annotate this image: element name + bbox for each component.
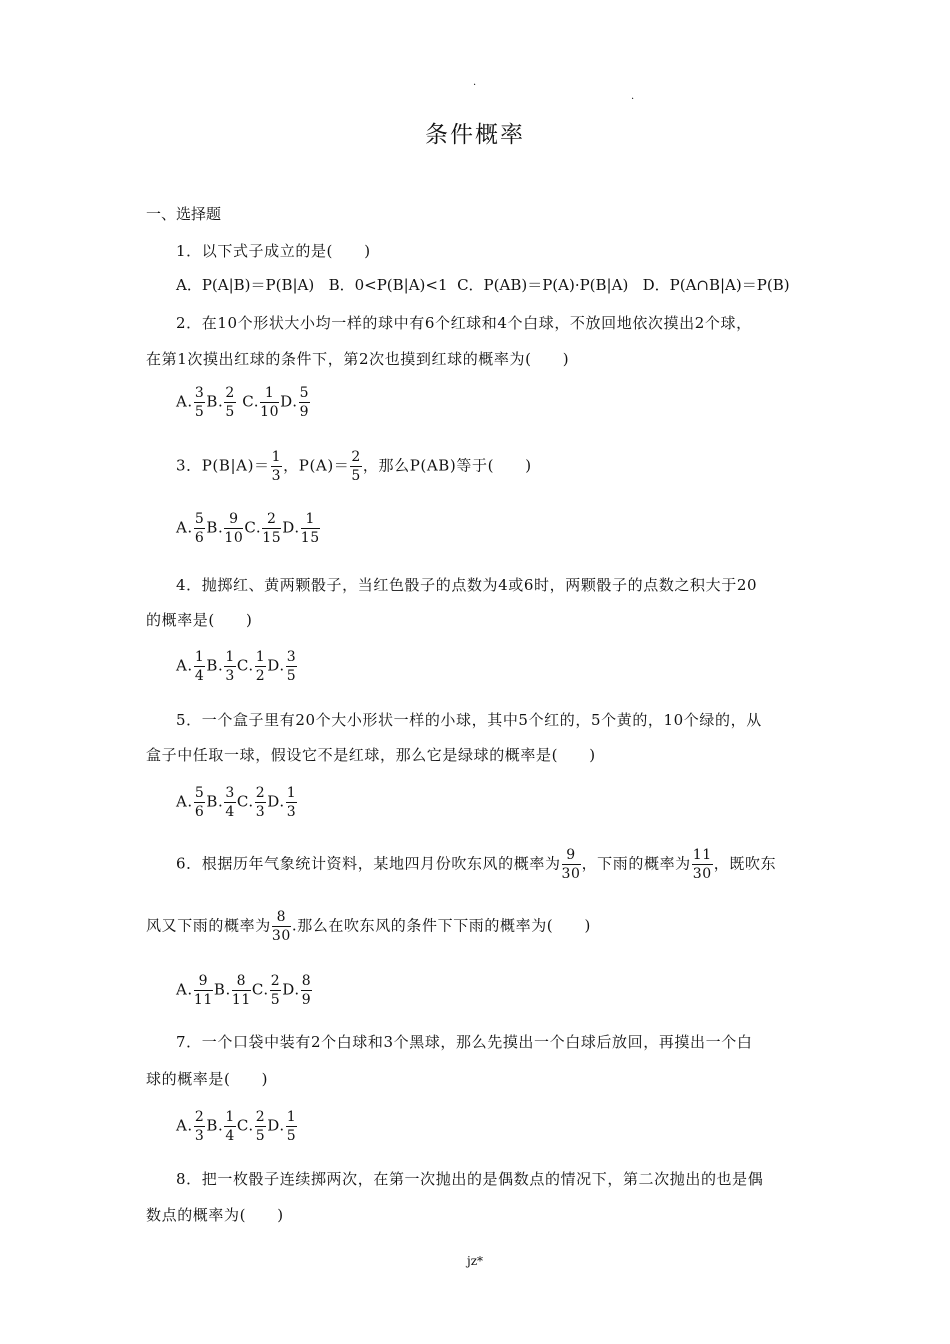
stem-fraction xyxy=(692,848,713,881)
option-d-fraction xyxy=(301,974,313,1007)
question-4-stem-line-1: 4．抛掷红、黄两颗骰子，当红色骰子的点数为4或6时，两颗骰子的点数之积大于20 xyxy=(176,576,758,594)
option-c-label: C. xyxy=(236,792,254,811)
denominator: 4 xyxy=(194,668,205,684)
option-d-fraction xyxy=(286,650,298,683)
question-8-stem-line-2: 数点的概率为( ) xyxy=(146,1206,284,1224)
stem-fraction xyxy=(272,910,291,943)
denominator: 6 xyxy=(194,804,205,820)
numerator: 2 xyxy=(225,385,235,401)
option-d-fraction xyxy=(286,786,298,819)
option-a-fraction xyxy=(194,386,206,419)
question-6-stem-line-2 xyxy=(146,910,591,943)
denominator: 9 xyxy=(299,404,310,420)
denominator: 11 xyxy=(231,992,251,1008)
option-b-label: B. xyxy=(206,1116,224,1135)
numerator: 1 xyxy=(225,1109,235,1125)
denominator: 3 xyxy=(255,804,266,820)
question-1-options xyxy=(176,274,790,296)
question-4-options xyxy=(176,650,298,683)
question-1-stem: 1．以下式子成立的是( ) xyxy=(176,242,371,260)
numerator: 9 xyxy=(224,512,243,529)
option-d-label: D. xyxy=(267,792,285,811)
numerator: 2 xyxy=(351,449,361,465)
option-b: B．0<P(B|A)<1 xyxy=(328,276,448,294)
option-d-fraction xyxy=(301,512,320,545)
denominator: 5 xyxy=(194,404,205,420)
numerator: 1 xyxy=(271,449,282,465)
numerator: 1 xyxy=(286,785,297,801)
numerator: 11 xyxy=(692,847,712,863)
denominator: 30 xyxy=(692,866,712,882)
stem-fraction xyxy=(271,450,283,483)
option-a-fraction xyxy=(194,974,213,1007)
option-b-fraction xyxy=(232,974,251,1007)
question-5-stem-line-2: 盒子中任取一球，假设它不是红球，那么它是绿球的概率是( ) xyxy=(146,746,596,764)
option-a-label: A. xyxy=(176,518,193,537)
numerator: 8 xyxy=(232,974,251,991)
option-a-fraction xyxy=(194,650,206,683)
stem-part: ，下雨的概率为 xyxy=(581,854,691,873)
numerator: 3 xyxy=(194,385,205,401)
question-6-stem-line-1 xyxy=(176,848,776,881)
page-title: 条件概率 xyxy=(425,122,525,148)
denominator: 15 xyxy=(300,530,320,546)
numerator: 2 xyxy=(255,785,266,801)
option-c-fraction xyxy=(255,1110,267,1143)
stem-part: ，那么P(AB)等于( ) xyxy=(362,456,532,475)
stem-fraction xyxy=(562,848,581,881)
numerator: 2 xyxy=(270,973,281,989)
option-c-label: C. xyxy=(244,518,262,537)
header-mark: . xyxy=(631,91,635,102)
denominator: 3 xyxy=(271,468,282,484)
header-mark: . xyxy=(473,77,477,88)
denominator: 9 xyxy=(301,992,312,1008)
question-5-options xyxy=(176,786,298,819)
option-d-label: D. xyxy=(280,392,298,411)
question-8-stem-line-1: 8．把一枚骰子连续掷两次，在第一次抛出的是偶数点的情况下，第二次抛出的也是偶 xyxy=(176,1170,764,1188)
option-b-fraction xyxy=(224,1110,236,1143)
option-b-label: B. xyxy=(206,656,224,675)
question-4-stem-line-2: 的概率是( ) xyxy=(146,611,253,629)
option-a: A．P(A|B)＝P(B|A) xyxy=(176,276,315,294)
denominator: 3 xyxy=(286,804,297,820)
denominator: 4 xyxy=(225,804,235,820)
denominator: 2 xyxy=(255,668,266,684)
denominator: 10 xyxy=(224,530,244,546)
numerator: 8 xyxy=(301,973,312,989)
denominator: 5 xyxy=(286,668,297,684)
numerator: 2 xyxy=(255,1109,266,1125)
option-a-fraction xyxy=(194,512,206,545)
denominator: 5 xyxy=(255,1128,266,1144)
option-c-fraction xyxy=(255,650,267,683)
stem-part: 6．根据历年气象统计资料，某地四月份吹东风的概率为 xyxy=(176,854,561,873)
denominator: 30 xyxy=(561,866,581,882)
option-c-label: C. xyxy=(251,980,269,999)
numerator: 9 xyxy=(562,848,581,865)
stem-part: 3．P(B|A)＝ xyxy=(176,456,270,475)
option-b-label: B. xyxy=(206,518,224,537)
denominator: 4 xyxy=(225,1128,235,1144)
option-b-fraction xyxy=(224,512,243,545)
option-c-fraction xyxy=(262,512,281,545)
numerator: 1 xyxy=(301,512,320,529)
numerator: 9 xyxy=(194,974,213,991)
option-c-fraction xyxy=(270,974,282,1007)
denominator: 5 xyxy=(286,1128,297,1144)
numerator: 1 xyxy=(194,649,205,665)
option-c-fraction xyxy=(255,786,267,819)
option-d: D．P(A∩B|A)＝P(B) xyxy=(642,276,790,294)
option-a-label: A. xyxy=(176,656,193,675)
option-b-fraction xyxy=(224,786,236,819)
numerator: 8 xyxy=(272,910,291,927)
denominator: 11 xyxy=(193,992,213,1008)
option-b-fraction xyxy=(224,650,236,683)
option-c: C．P(AB)＝P(A)·P(B|A) xyxy=(457,276,629,294)
question-7-stem-line-1: 7．一个口袋中装有2个白球和3个黑球，那么先摸出一个白球后放回，再摸出一个白 xyxy=(176,1033,753,1051)
stem-part: 风又下雨的概率为 xyxy=(146,916,271,935)
option-a-label: A. xyxy=(176,392,193,411)
option-a-label: A. xyxy=(176,792,193,811)
numerator: 1 xyxy=(225,649,235,665)
option-b-label: B. xyxy=(213,980,231,999)
denominator: 3 xyxy=(225,668,235,684)
stem-part: ，既吹东 xyxy=(713,854,777,873)
option-a-fraction xyxy=(194,786,206,819)
question-7-options xyxy=(176,1110,298,1143)
numerator: 5 xyxy=(194,785,205,801)
option-a-fraction xyxy=(194,1110,206,1143)
denominator: 5 xyxy=(270,992,281,1008)
numerator: 1 xyxy=(286,1109,297,1125)
numerator: 1 xyxy=(260,386,279,403)
option-c-label: C. xyxy=(242,392,260,411)
stem-part: ，P(A)＝ xyxy=(283,456,350,475)
denominator: 15 xyxy=(262,530,282,546)
stem-fraction xyxy=(350,450,362,483)
page-footer: jz* xyxy=(466,1254,484,1268)
section-heading: 一、选择题 xyxy=(146,205,222,223)
option-d-label: D. xyxy=(282,980,300,999)
numerator: 5 xyxy=(194,511,205,527)
option-d-label: D. xyxy=(282,518,300,537)
numerator: 5 xyxy=(299,385,310,401)
option-b-label: B. xyxy=(206,792,224,811)
denominator: 10 xyxy=(260,404,280,420)
option-b-label: B. xyxy=(206,392,224,411)
option-b-fraction xyxy=(224,386,236,419)
denominator: 5 xyxy=(225,404,235,420)
numerator: 3 xyxy=(286,649,297,665)
question-2-stem-line-2: 在第1次摸出红球的条件下，第2次也摸到红球的概率为( ) xyxy=(146,350,570,368)
question-2-stem-line-1: 2．在10个形状大小均一样的球中有6个红球和4个白球，不放回地依次摸出2个球， xyxy=(176,314,752,332)
denominator: 3 xyxy=(194,1128,205,1144)
numerator: 3 xyxy=(225,785,235,801)
option-c-fraction xyxy=(260,386,279,419)
question-6-options xyxy=(176,974,313,1007)
question-3-options xyxy=(176,512,321,545)
option-c-label: C. xyxy=(236,1116,254,1135)
option-d-fraction xyxy=(299,386,311,419)
denominator: 30 xyxy=(271,928,291,944)
question-3-stem xyxy=(176,450,532,483)
question-2-options xyxy=(176,386,311,419)
stem-part: .那么在吹东风的条件下下雨的概率为( ) xyxy=(291,916,591,935)
option-d-label: D. xyxy=(267,1116,285,1135)
option-c-label: C. xyxy=(236,656,254,675)
option-a-label: A. xyxy=(176,980,193,999)
question-7-stem-line-2: 球的概率是( ) xyxy=(146,1070,269,1088)
numerator: 2 xyxy=(262,512,281,529)
numerator: 1 xyxy=(255,649,266,665)
option-d-fraction xyxy=(286,1110,298,1143)
question-5-stem-line-1: 5．一个盒子里有20个大小形状一样的小球，其中5个红的，5个黄的，10个绿的，从 xyxy=(176,711,762,729)
option-d-label: D. xyxy=(267,656,285,675)
numerator: 2 xyxy=(194,1109,205,1125)
denominator: 6 xyxy=(194,530,205,546)
denominator: 5 xyxy=(351,468,361,484)
option-a-label: A. xyxy=(176,1116,193,1135)
